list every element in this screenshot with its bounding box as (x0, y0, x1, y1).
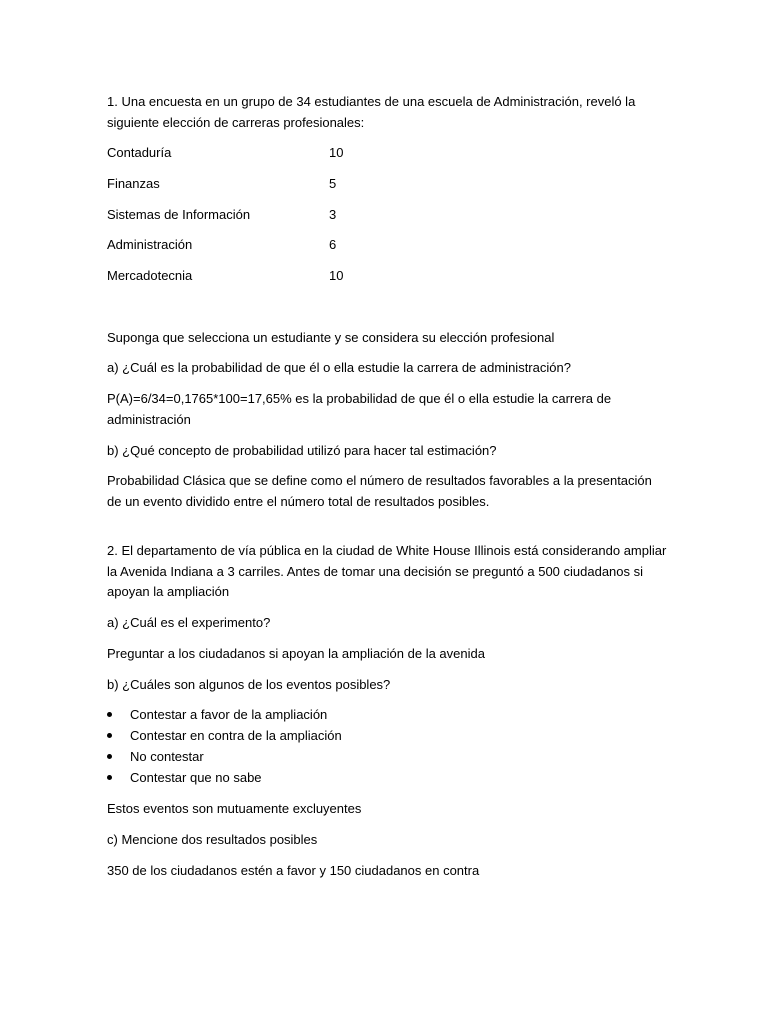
q1-question-b: b) ¿Qué concepto de probabilidad utilizó para hacer tal estimación? (107, 443, 497, 458)
q2-answer-a: Preguntar a los ciudadanos si apoyan la ampliación de la avenida (107, 646, 485, 661)
career-row-finanzas (107, 174, 567, 194)
q1-suppose: Suponga que selecciona un estudiante y se considera su elección profesional (107, 330, 555, 345)
career-name: Sistemas de Información (107, 207, 251, 222)
list-item (107, 747, 607, 768)
career-row-sistemas (107, 205, 567, 225)
career-count: 10 (329, 268, 344, 283)
event-text: No contestar (130, 749, 204, 764)
career-name: Mercadotecnia (107, 268, 193, 283)
q2-question-b: b) ¿Cuáles son algunos de los eventos posibles? (107, 677, 391, 692)
event-text: Contestar que no sabe (130, 770, 262, 785)
career-row-contaduria (107, 143, 567, 163)
q2-question-a: a) ¿Cuál es el experimento? (107, 615, 271, 630)
bullet-icon (107, 712, 112, 717)
q2-answer-c: 350 de los ciudadanos estén a favor y 150 ciudadanos en contra (107, 863, 480, 878)
career-row-mercadotecnia (107, 266, 567, 286)
bullet-icon (107, 754, 112, 759)
list-item (107, 705, 607, 726)
list-item (107, 726, 607, 747)
career-count: 5 (329, 176, 337, 191)
career-row-administracion (107, 235, 567, 255)
list-item (107, 768, 607, 789)
q2-events-note: Estos eventos son mutuamente excluyentes (107, 801, 362, 816)
career-name: Administración (107, 237, 193, 252)
q1-answer-b: Probabilidad Clásica que se define como el número de resultados favorables a la presentación de un evento dividido entre el número total de resultados posibles. (107, 473, 652, 509)
career-count: 6 (329, 237, 337, 252)
career-count: 10 (329, 145, 344, 160)
career-name: Contaduría (107, 145, 172, 160)
career-name: Finanzas (107, 176, 160, 191)
q1-answer-a: P(A)=6/34=0,1765*100=17,65% es la probabilidad de que él o ella estudie la carrera de administración (107, 391, 612, 427)
events-list (107, 705, 607, 789)
career-count: 3 (329, 207, 337, 222)
bullet-icon (107, 775, 112, 780)
q2-intro: 2. El departamento de vía pública en la ciudad de White House Illinois está considerando ampliar la Avenida Indiana a 3 carriles. Antes de tomar una decisión se preguntó a 500 ciudadanos si apoyan la ampliación (107, 543, 667, 599)
q1-question-a: a) ¿Cuál es la probabilidad de que él o ella estudie la carrera de administración? (107, 360, 571, 375)
q1-intro: 1. Una encuesta en un grupo de 34 estudiantes de una escuela de Administración, reveló la siguiente elección de carreras profesionales: (107, 94, 636, 130)
event-text: Contestar en contra de la ampliación (130, 728, 342, 743)
q2-question-c: c) Mencione dos resultados posibles (107, 832, 318, 847)
event-text: Contestar a favor de la ampliación (130, 707, 328, 722)
bullet-icon (107, 733, 112, 738)
